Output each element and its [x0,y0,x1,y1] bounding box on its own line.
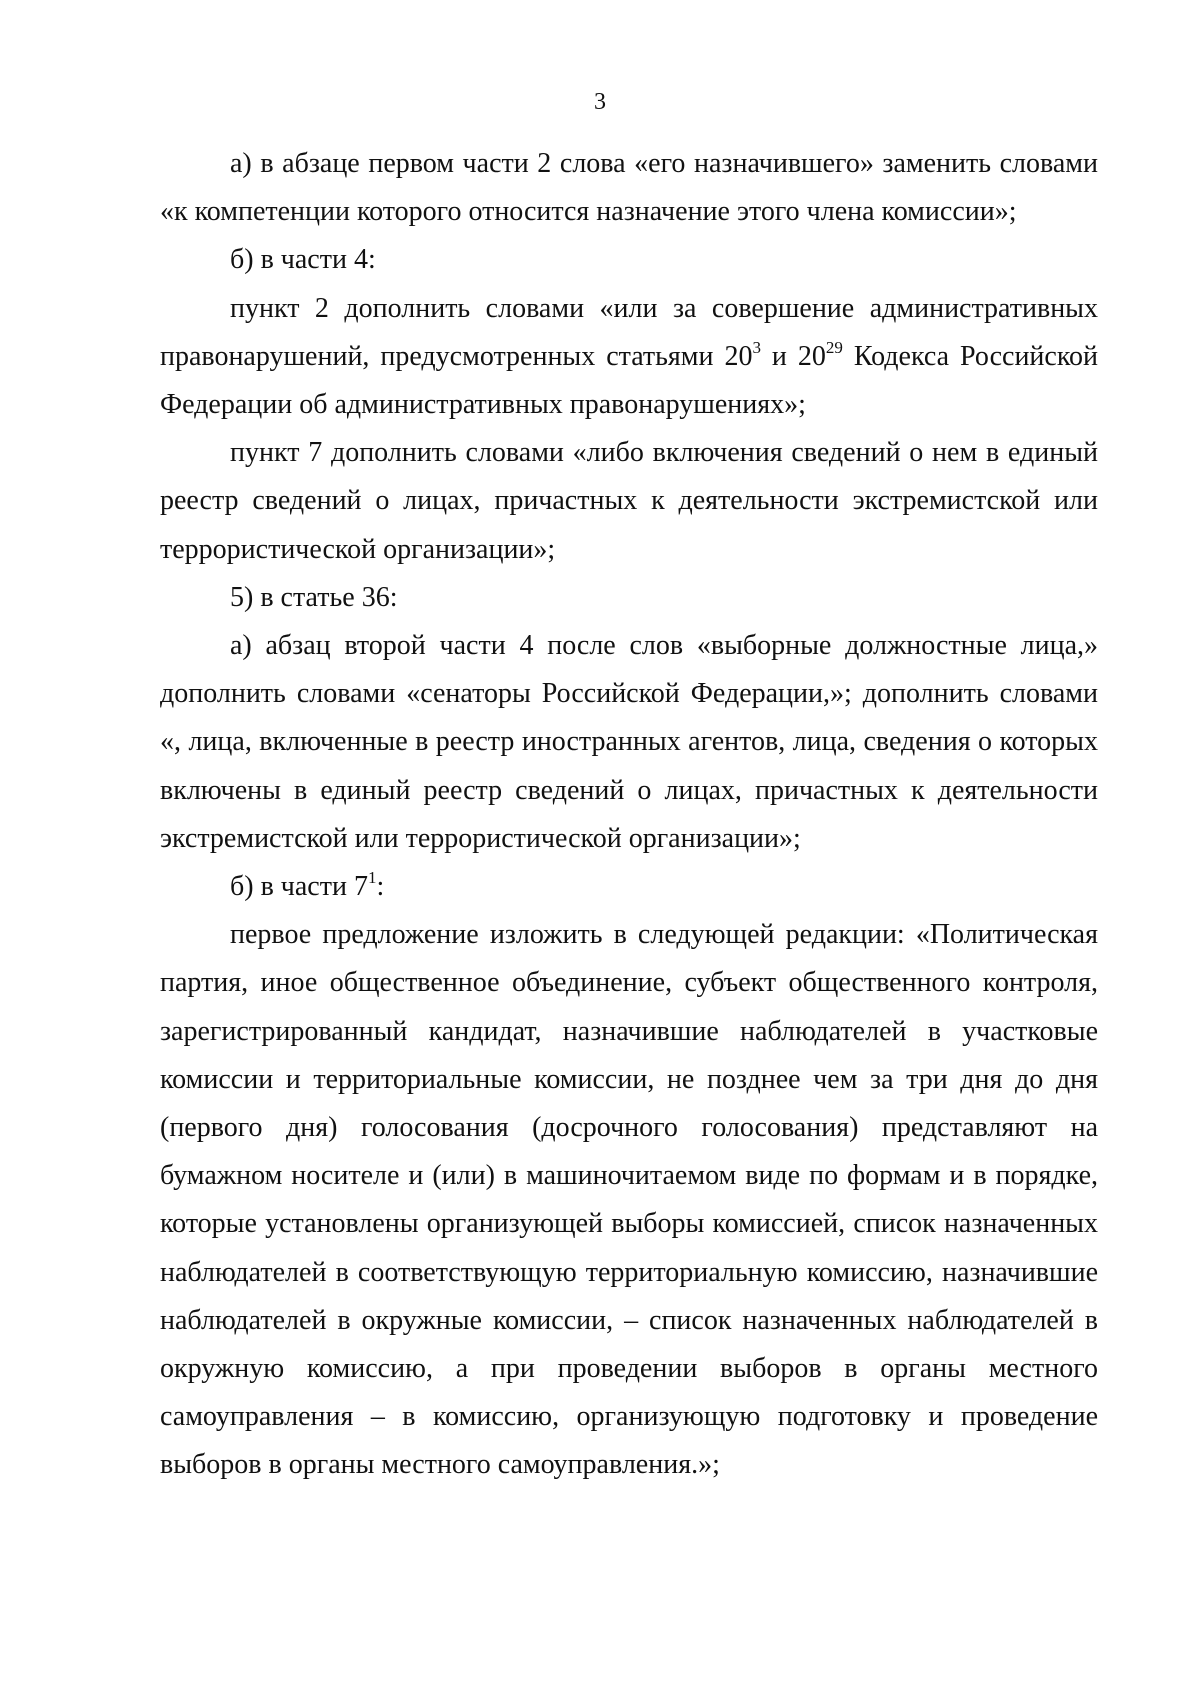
article-superscript: 29 [825,337,843,357]
paragraph-part-7-text-end: : [376,871,385,903]
paragraph-article-36-heading: 5) в статье 36: [230,581,398,613]
part-superscript: 1 [367,868,377,888]
page-number: 3 [594,89,606,115]
paragraph-part-7-text-start: б) в части 7 [230,871,368,903]
paragraph-item-7-addition: пункт 7 дополнить словами «либо включения сведений о нем в единый реестр сведений о лицах, причастных к деятельности экстремистской или террористической организации»; [160,437,1098,565]
paragraph-item-2-addition [160,285,1098,430]
paragraph-amend-part-2: а) в абзаце первом части 2 слова «его назначившего» заменить словами «к компетенции которого относится назначение этого члена комиссии»; [160,148,1098,228]
document-body [160,140,1098,1490]
paragraph-part-7-1-heading [160,863,1098,911]
paragraph-item-2-text-end: Кодекса Российской Федерации об административных правонарушениях»; [160,340,1099,421]
article-superscript: 3 [752,337,761,357]
paragraph-part-4-abzac-2: а) абзац второй части 4 после слов «выборные должностные лица,» дополнить словами «сенаторы Российской Федерации,»; дополнить словами «, лица, включенные в реестр иностранных агентов, лица, сведения о которых включены в единый реестр сведений о лицах, причастных к деятельности экстремистской или террористической организации»; [160,630,1098,854]
paragraph-first-sentence-new-edition: первое предложение изложить в следующей редакции: «Политическая партия, иное общественное объединение, субъект общественного контроля, зарегистрированный кандидат, назначившие наблюдателей в участковые комиссии и территориальные комиссии, не позднее чем за три дня до дня (первого дня) голосования (досрочного голосования) представляют на бумажном носителе и (или) в машиночитаемом виде по формам и в порядке, которые установлены организующей выборы комиссией, список назначенных наблюдателей в соответствующую территориальную комиссию, назначившие наблюдателей в окружные комиссии, – список назначенных наблюдателей в окружную комиссию, а при проведении выборов в органы местного самоуправления – в комиссию, организующую подготовку и проведение выборов в органы местного самоуправления.»; [160,919,1098,1481]
paragraph-item-2-text-middle: и 20 [760,340,826,372]
paragraph-item-2-text-start: пункт 2 дополнить словами «или за совершение административных правонарушений, предусмотренных статьями 20 [160,292,1098,372]
paragraph-part-4-heading: б) в части 4: [230,244,376,276]
